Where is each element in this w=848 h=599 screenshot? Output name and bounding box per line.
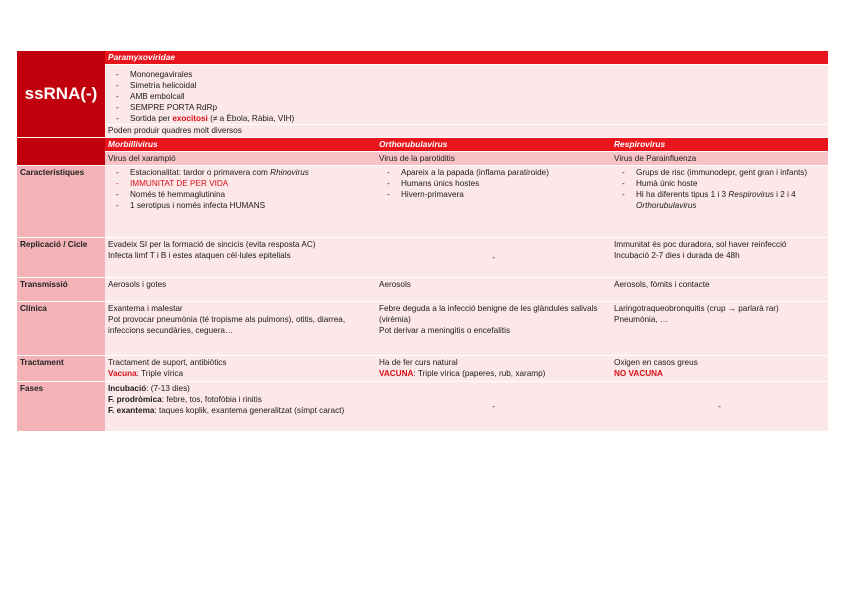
row-label-tractament: Tractament <box>17 356 105 382</box>
clinica-morbillivirus: Exantema i malestar Pot provocar pneumònia (té tropisme als pulmons), otitis, diarrea, infeccions secundàries, ceguera… <box>105 302 376 356</box>
caracteristiques-respirovirus: - Grups de risc (immunodepr, gent gran i infants) - Humà únic hoste - Hi ha diferents tipus 1 i 3 Respirovirus i 2 i 4 Orthorubulavirus <box>611 166 828 238</box>
genus-orthorubulavirus: Orthorubulavirus <box>376 138 611 152</box>
virus-name-xarampio: Virus del xarampió <box>105 152 376 166</box>
genus-header-spacer <box>17 138 105 166</box>
feature-item: - Mononegavirales <box>108 69 825 80</box>
transmissio-morbillivirus: Aerosols i gotes <box>105 278 376 302</box>
family-features <box>105 65 828 125</box>
virus-name-parotiditis: Virus de la parotiditis <box>376 152 611 166</box>
fases-morbillivirus: Incubació: (7-13 dies) F. prodròmica: febre, tos, fotofòbia i rinitis F. exantema: taques koplik, exantema generalitzat (símpt caract) <box>105 382 376 432</box>
replicacio-orthorubulavirus: - <box>376 238 611 278</box>
family-note: Poden produir quadres molt diversos <box>105 125 828 138</box>
feature-item-sortida: - Sortida per exocitosi (≠ a Èbola, Ràbia, VIH) <box>108 113 825 124</box>
clinica-orthorubulavirus: Febre deguda a la infecció benigne de les glàndules salivals (virèmia) Pot derivar a meningitis o encefalitis <box>376 302 611 356</box>
clinica-respirovirus: Laringotraqueobronquitis (crup → parlarà rar) Pneumònia, … <box>611 302 828 356</box>
fases-orthorubulavirus: - <box>376 382 611 432</box>
tractament-morbillivirus: Tractament de suport, antibiòtics Vacuna: Triple vírica <box>105 356 376 382</box>
row-label-fases: Fases <box>17 382 105 432</box>
family-name: Paramyxoviridae <box>105 51 828 65</box>
replicacio-respirovirus: Immunitat és poc duradora, sol haver reinfecció Incubació 2-7 dies i durada de 48h <box>611 238 828 278</box>
tractament-respirovirus: Oxigen en casos greus NO VACUNA <box>611 356 828 382</box>
replicacio-morbillivirus: Evadeix SI per la formació de sincicis (evita resposta AC) Infecta limf T i B i estes ataquen cèl·lules epitelials <box>105 238 376 278</box>
transmissio-orthorubulavirus: Aerosols <box>376 278 611 302</box>
feature-item: - SEMPRE PORTA RdRp <box>108 102 825 113</box>
row-label-clinica: Clínica <box>17 302 105 356</box>
feature-item: - Simetria helicoidal <box>108 80 825 91</box>
transmissio-respirovirus: Aerosols, fòmits i contacte <box>611 278 828 302</box>
row-label-replicacio: Replicació / Cicle <box>17 238 105 278</box>
virus-summary-table <box>17 51 828 432</box>
feature-item: - AMB embolcall <box>108 91 825 102</box>
caracteristiques-morbillivirus: - Estacionalitat: tardor o primavera com Rhinovirus - IMMUNITAT DE PER VIDA - Només té hemmaglutinina - 1 serotipus i només infecta HUMANS <box>105 166 376 238</box>
row-label-caracteristiques: Característiques <box>17 166 105 238</box>
genus-morbillivirus: Morbillivirus <box>105 138 376 152</box>
caracteristiques-orthorubulavirus: - Apareix a la papada (inflama paratiroide) - Humans únics hostes - Hivern-primavera <box>376 166 611 238</box>
row-label-transmissio: Transmissió <box>17 278 105 302</box>
genus-respirovirus: Respirovirus <box>611 138 828 152</box>
virus-name-parainfluenza: Virus de Parainfluenza <box>611 152 828 166</box>
tractament-orthorubulavirus: Ha de fer curs natural VACUNA: Triple vírica (paperes, rub, xaramp) <box>376 356 611 382</box>
group-title: ssRNA(-) <box>17 51 105 138</box>
fases-respirovirus: - <box>611 382 828 432</box>
